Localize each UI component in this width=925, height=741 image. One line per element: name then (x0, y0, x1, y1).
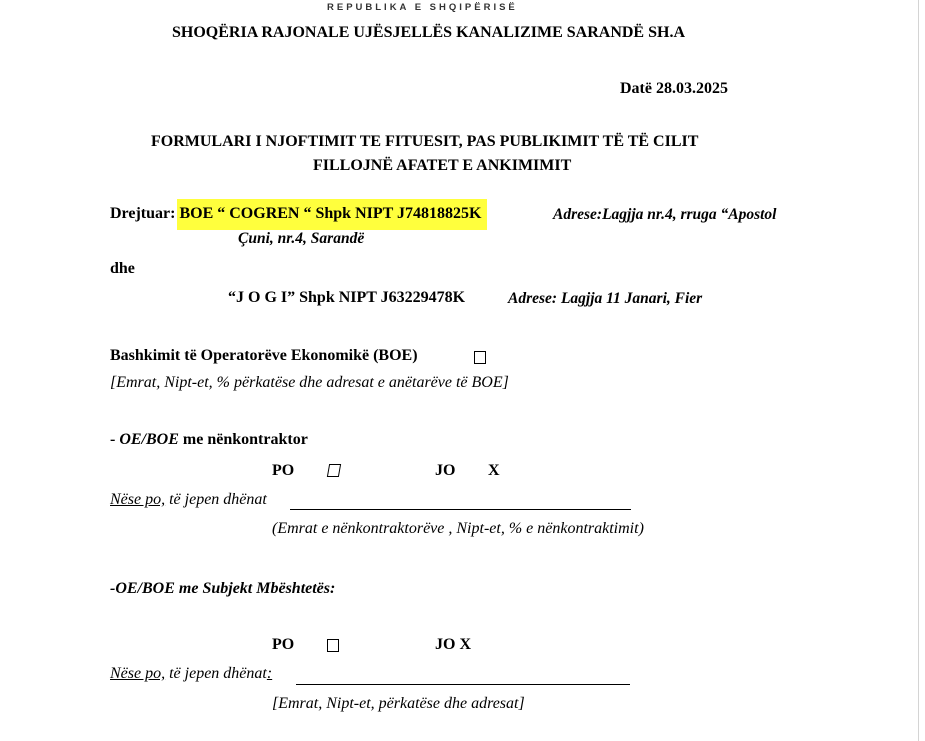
subcontractor-heading (110, 431, 308, 449)
subcontractor-jo-mark: X (488, 462, 500, 479)
form-title-line1: FORMULARI I NJOFTIMIT TE FITUESIT, PAS PUBLIKIMIT TË TË CILIT (151, 133, 699, 150)
subcontractor-nese-po: Nëse po, (110, 491, 166, 508)
support-nese-po: Nëse po, (110, 665, 166, 682)
addressee-label: Drejtuar: (110, 205, 176, 222)
partner-address: Adrese: Lagjja 11 Janari, Fier (508, 290, 703, 307)
subcontractor-jo-label: JO (435, 462, 456, 479)
support-details-label: të jepen dhënat (165, 665, 267, 682)
subcontractor-details-row (110, 491, 267, 509)
subcontractor-details-label: të jepen dhënat (165, 491, 267, 508)
support-heading: -OE/BOE me Subjekt Mbështetës: (110, 580, 336, 597)
partner-name: “J O G I” Shpk NIPT J63229478K (228, 289, 466, 306)
addressee-row (110, 205, 487, 223)
subcontractor-rest: me nënkontraktor (178, 431, 308, 448)
subcontractor-prefix: - (110, 431, 120, 448)
document-date: Datë 28.03.2025 (620, 80, 728, 97)
support-details-input-line[interactable] (296, 670, 630, 685)
subcontractor-po-checkbox[interactable] (327, 464, 341, 477)
subcontractor-oe-boe: OE/BOE (119, 431, 179, 448)
support-po-label: PO (272, 636, 295, 653)
support-hint: [Emrat, Nipt-et, përkatëse dhe adresat] (272, 695, 525, 712)
subcontractor-details-input-line[interactable] (290, 495, 631, 510)
subcontractor-hint: (Emrat e nënkontraktorëve , Nipt-et, % e nënkontraktimit) (272, 520, 644, 537)
support-details-row (110, 665, 272, 683)
winner-highlight: BOE “ COGREN “ Shpk NIPT J74818825K (177, 199, 487, 230)
republic-header: REPUBLIKA E SHQIPËRISË (327, 2, 518, 13)
form-title-line2: FILLOJNË AFATET E ANKIMIMIT (313, 157, 572, 174)
winner-address-line1: Adrese:Lagjja nr.4, rruga “Apostol (553, 206, 777, 223)
company-name: SHOQËRIA RAJONALE UJËSJELLËS KANALIZIME SARANDË SH.A (172, 24, 685, 41)
winner-address-line2: Çuni, nr.4, Sarandë (238, 230, 365, 247)
page-right-edge (918, 0, 919, 741)
support-jo-label: JO X (435, 636, 471, 653)
support-po-checkbox[interactable] (327, 639, 339, 652)
support-colon: : (266, 665, 273, 682)
boe-checkbox[interactable] (474, 351, 486, 364)
boe-hint: [Emrat, Nipt-et, % përkatëse dhe adresat e anëtarëve të BOE] (110, 374, 509, 391)
subcontractor-po-label: PO (272, 462, 295, 479)
boe-label: Bashkimit të Operatorëve Ekonomikë (BOE) (110, 347, 418, 364)
conjunction-dhe: dhe (110, 260, 135, 277)
